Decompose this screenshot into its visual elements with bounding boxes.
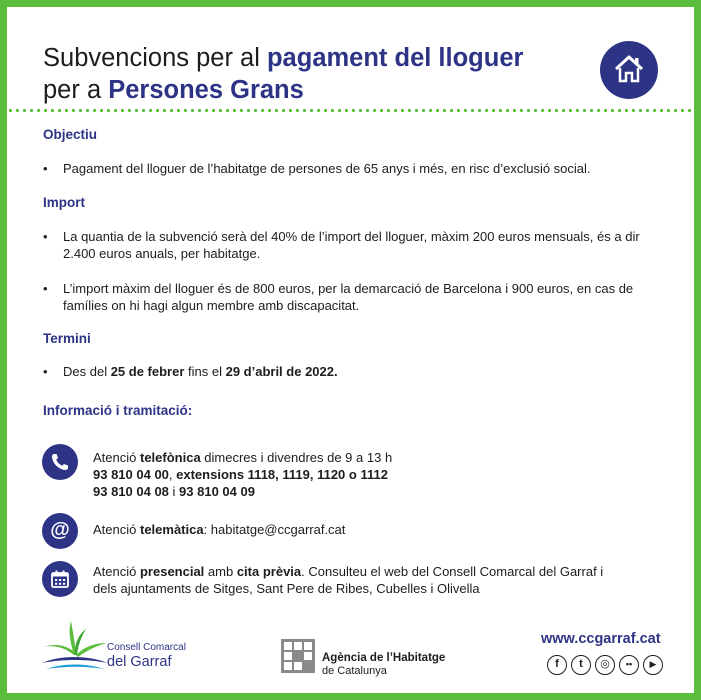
objectiu-bullet (43, 160, 663, 177)
import-bullet-2 (43, 280, 663, 314)
termini-bullet (43, 363, 663, 380)
youtube-icon[interactable]: ▶ (643, 655, 663, 675)
instagram-icon[interactable]: ◎ (595, 655, 615, 675)
bullet-marker: • (43, 229, 48, 244)
ccgarraf-name: Consell Comarcal del Garraf (107, 642, 186, 670)
bullet-marker: • (43, 281, 48, 296)
heading-informacio: Informació i tramitació: (43, 403, 193, 418)
agencia-habitatge-name: Agència de l’Habitatge de Catalunya (322, 652, 446, 677)
at-icon: @ (42, 513, 78, 549)
import-text-1: La quantia de la subvenció serà del 40% de l’import del lloguer, màxim 200 euros mensuals, és a dir 2.400 euros anuals, per habitatge. (63, 229, 640, 261)
phone-icon (42, 444, 78, 480)
phone-contact-text: Atenció telefònica dimecres i divendres de 9 a 13 h 93 810 04 00, extensions 1118, 1119, 1120 o 1112 93 810 04 08 i 93 810 04 09 (93, 450, 393, 499)
bullet-marker: • (43, 364, 48, 379)
heading-termini: Termini (43, 331, 91, 346)
calendar-icon (42, 561, 78, 597)
twitter-icon[interactable]: t (571, 655, 591, 675)
objectiu-text: Pagament del lloguer de l’habitatge de persones de 65 anys i més, en risc d’exclusió social. (63, 161, 591, 176)
facebook-icon[interactable]: f (547, 655, 567, 675)
bullet-marker: • (43, 161, 48, 176)
house-icon (600, 41, 658, 99)
presential-contact-text: Atenció presencial amb cita prèvia. Consulteu el web del Consell Comarcal del Garraf i dels ajuntaments de Sitges, Sant Pere de Ribes, Cubelles i Olivella (93, 564, 604, 596)
agencia-habitatge-logo-icon (281, 639, 315, 673)
import-bullet-1 (43, 228, 663, 262)
online-contact-text: Atenció telemàtica: habitatge@ccgarraf.cat (93, 522, 346, 537)
dotted-divider (7, 108, 694, 113)
page-title: Subvencions per al pagament del lloguer per a Persones Grans (43, 44, 524, 104)
heading-import: Import (43, 195, 85, 210)
termini-text: Des del 25 de febrer fins el 29 d’abril de 2022. (63, 364, 338, 379)
poster-card (7, 7, 694, 693)
flickr-icon[interactable]: •• (619, 655, 639, 675)
website-link[interactable]: www.ccgarraf.cat (541, 631, 661, 647)
import-text-2: L’import màxim del lloguer és de 800 euros, per la demarcació de Barcelona i 900 euros, en cas de famílies on hi hagi algun membre amb discapacitat. (63, 281, 634, 313)
heading-objectiu: Objectiu (43, 127, 98, 142)
ccgarraf-logo-icon (40, 619, 110, 675)
